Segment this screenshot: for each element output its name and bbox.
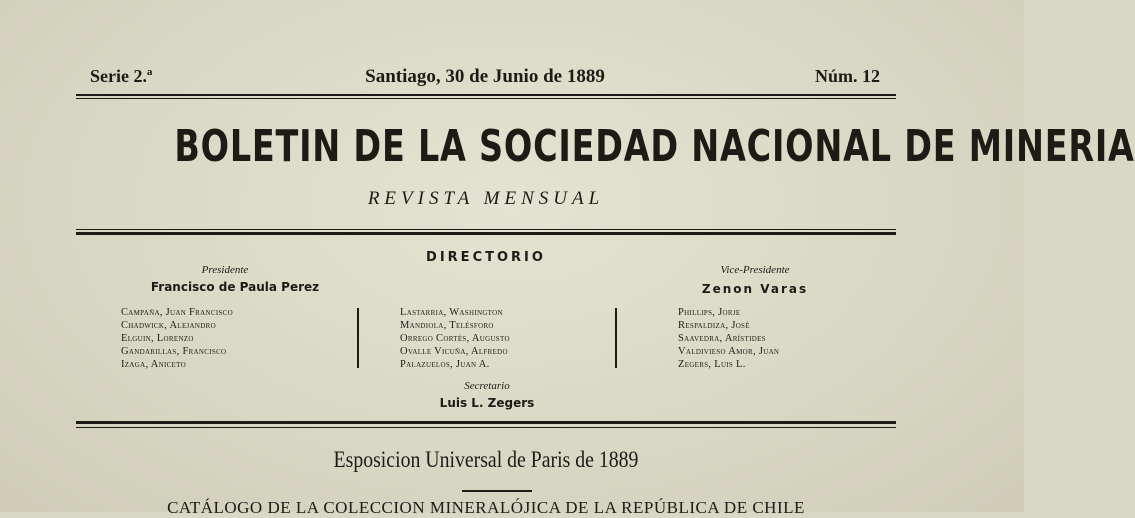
secretary-name: Luis L. Zegers <box>439 396 535 410</box>
column-divider <box>357 308 359 368</box>
director-name: Saavedra, Arístides <box>678 333 766 344</box>
director-name: Gandarillas, Francisco <box>121 346 227 357</box>
president-role: Presidente <box>201 264 249 276</box>
vice-president-role: Vice-Presidente <box>720 264 790 276</box>
directorio-rule-thin <box>76 427 896 428</box>
event-title: Esposicion Universal de Paris de 1889 <box>333 447 639 472</box>
directors-column-3 <box>678 306 779 371</box>
director-name: Mandiola, Telésforo <box>400 320 494 331</box>
directors-column-2 <box>400 306 510 371</box>
header-rule-thin <box>76 98 896 99</box>
series-label: Serie 2.ª <box>90 66 153 86</box>
directorio-rule-thick <box>76 421 896 424</box>
header-line <box>90 66 880 92</box>
director-name: Elguin, Lorenzo <box>121 333 194 344</box>
director-name: Izaga, Aniceto <box>121 359 186 370</box>
director-name: Campaña, Juan Francisco <box>121 307 233 318</box>
vice-president-name: Zenon Varas <box>701 282 809 296</box>
directorio-heading: DIRECTORIO <box>426 250 546 265</box>
director-name: Palazuelos, Juan A. <box>400 359 490 370</box>
masthead-subtitle: REVISTA MENSUAL <box>367 188 605 209</box>
issue-number: Núm. 12 <box>814 66 880 86</box>
director-name: Respaldiza, José <box>678 320 750 331</box>
catalog-title: CATÁLOGO DE LA COLECCION MINERALÓJICA DE LA REPÚBLICA DE CHILE <box>167 498 805 517</box>
short-rule <box>462 490 532 492</box>
column-divider <box>615 308 617 368</box>
secretary-role: Secretario <box>464 380 510 392</box>
director-name: Lastarria, Washington <box>400 307 503 318</box>
director-name: Chadwick, Alejandro <box>121 320 216 331</box>
masthead-title: BOLETIN DE LA SOCIEDAD NACIONAL DE MINERIA <box>174 121 1135 172</box>
masthead-rule-thin <box>76 229 896 230</box>
dateline: Santiago, 30 de Junio de 1889 <box>365 66 605 87</box>
masthead-rule-thick <box>76 232 896 235</box>
header-rule-thick <box>76 94 896 96</box>
director-name: Orrego Cortés, Augusto <box>400 333 510 344</box>
director-name: Ovalle Vicuña, Alfredo <box>400 346 508 357</box>
president-name: Francisco de Paula Perez <box>150 280 320 294</box>
director-name: Valdivieso Amor, Juan <box>678 346 780 357</box>
director-name: Phillips, Jorje <box>678 307 741 318</box>
directors-column-1 <box>121 306 233 371</box>
director-name: Zegers, Luis L. <box>678 359 746 370</box>
